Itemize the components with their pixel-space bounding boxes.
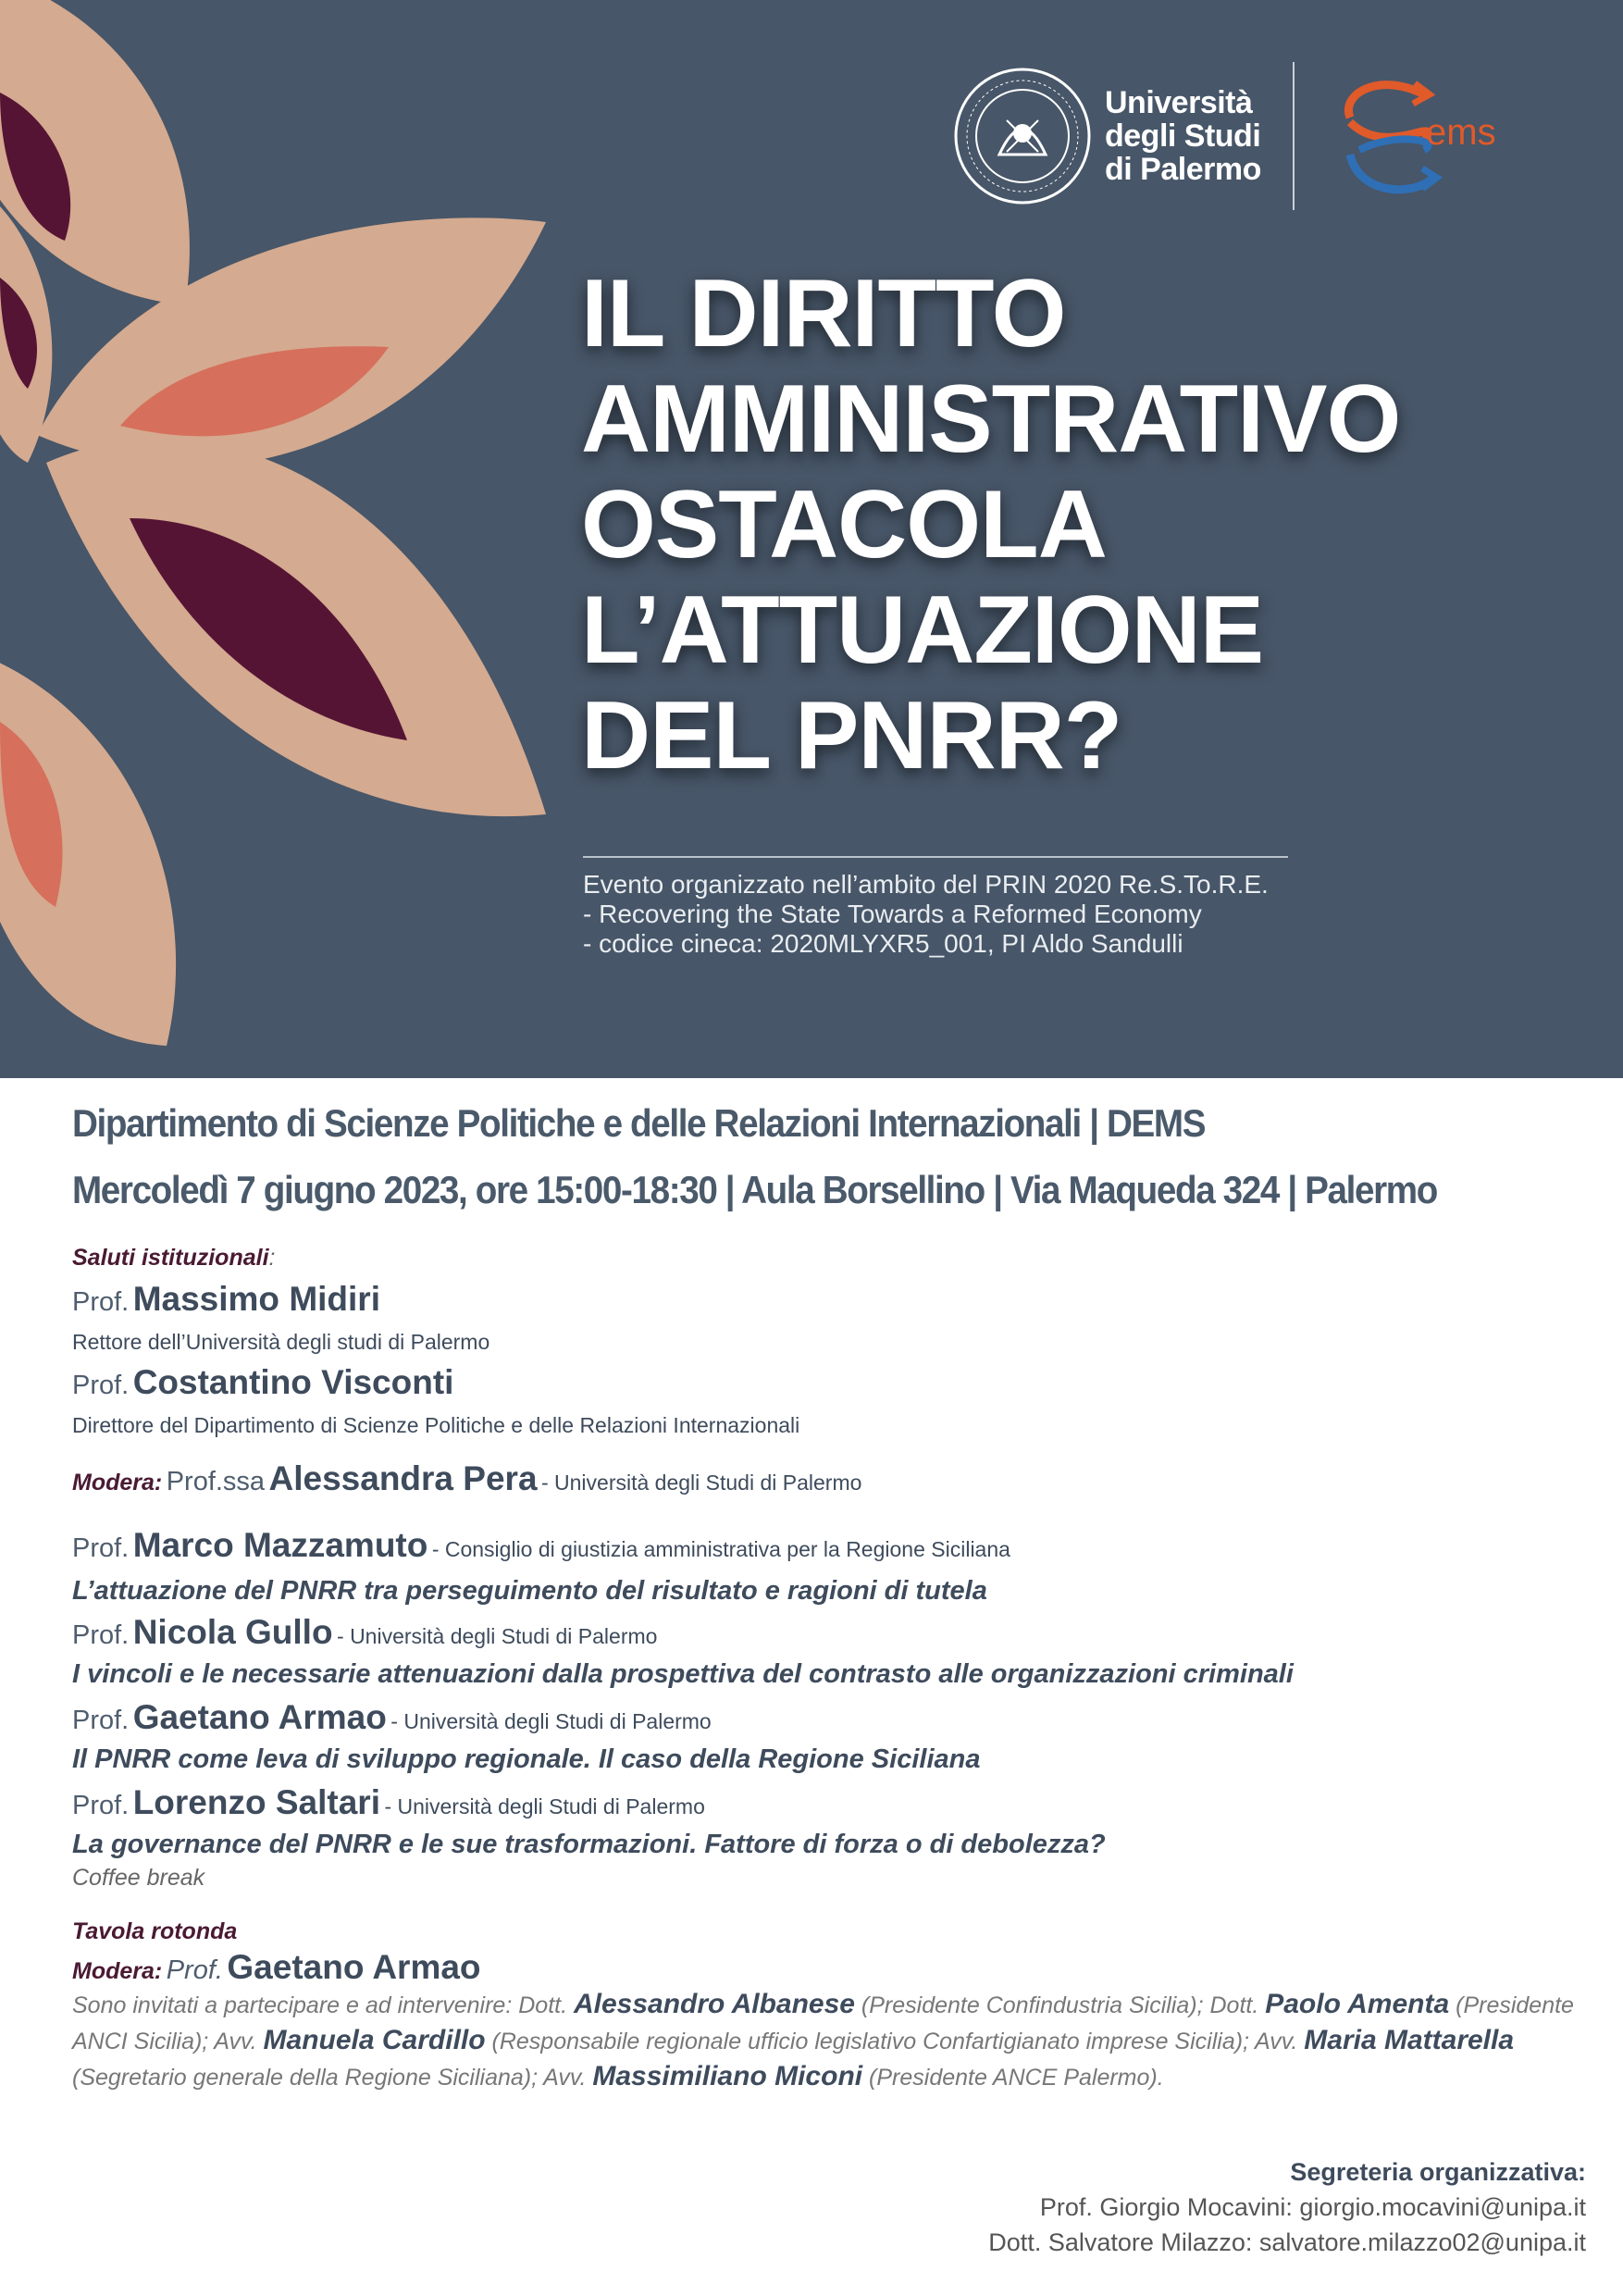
- invited-role: (Presidente ANCE Palermo).: [862, 2065, 1164, 2091]
- saluti-colon: :: [268, 1245, 276, 1271]
- university-name-line: Università: [1105, 85, 1253, 120]
- speaker-name: Costantino Visconti: [132, 1363, 454, 1401]
- university-name: [1105, 86, 1261, 186]
- invited-name: Manuela Cardillo: [263, 2025, 486, 2055]
- university-name-line: di Palermo: [1105, 152, 1261, 187]
- speaker-row: [72, 1526, 1010, 1565]
- invited-paragraph: [72, 1987, 1590, 2095]
- dems-logo-text: ems: [1425, 112, 1496, 153]
- title-line: L’ATTUAZIONE: [581, 577, 1264, 684]
- speaker-prefix: Prof.: [72, 1371, 130, 1400]
- talk-title: L’attuazione del PNRR tra perseguimento del risultato e ragioni di tutela: [72, 1576, 987, 1606]
- modera-label: Modera:: [72, 1958, 163, 1984]
- modera-label: Modera:: [72, 1470, 163, 1496]
- invited-title: Avv.: [1255, 2029, 1305, 2054]
- saluti-label: Saluti istituzionali: [72, 1245, 269, 1271]
- coffee-break: Coffee break: [72, 1865, 205, 1891]
- secretariat: [988, 2154, 1586, 2260]
- logo-bar: [953, 57, 1507, 215]
- speaker-name: Nicola Gullo: [132, 1613, 333, 1651]
- moderator-row: [72, 1459, 861, 1498]
- title-divider: [583, 856, 1288, 858]
- subtitle-line: - codice cineca: 2020MLYXR5_001, PI Aldo Sandulli: [583, 929, 1183, 958]
- moderator-prefix: Prof.ssa: [166, 1467, 266, 1496]
- subtitle-line: Evento organizzato nell’ambito del PRIN 2020 Re.S.To.R.E.: [583, 870, 1269, 899]
- invited-title: Avv.: [214, 2029, 264, 2054]
- speaker-name: Marco Mazzamuto: [132, 1526, 428, 1564]
- secretariat-heading: Segreteria organizzativa:: [1290, 2158, 1586, 2186]
- secretariat-contact: Dott. Salvatore Milazzo: salvatore.milazzo02@unipa.it: [988, 2228, 1586, 2256]
- talk-title: Il PNRR come leva di sviluppo regionale. Il caso della Regione Siciliana: [72, 1744, 981, 1774]
- talk-title: La governance del PNRR e le sue trasformazioni. Fattore di forza o di debolezza?: [72, 1830, 1106, 1859]
- saluti-speaker: [72, 1363, 453, 1402]
- speaker-role: Rettore dell’Università degli studi di Palermo: [72, 1330, 490, 1354]
- saluti-heading: [72, 1245, 275, 1272]
- moderator-name: Gaetano Armao: [227, 1948, 481, 1986]
- tavola-rotonda-label: Tavola rotonda: [72, 1918, 238, 1944]
- subtitle-line: - Recovering the State Towards a Reformed Economy: [583, 900, 1202, 928]
- invited-role: (Presidente ANCI Sicilia);: [72, 1992, 1574, 2054]
- speaker-row: [72, 1783, 705, 1822]
- title-line: IL DIRITTO: [581, 260, 1066, 367]
- speaker-affiliation: - Consiglio di giustizia amministrativa per la Regione Siciliana: [431, 1537, 1010, 1561]
- speaker-name: Gaetano Armao: [132, 1698, 387, 1736]
- invited-intro: Sono invitati a partecipare e ad intervenire:: [72, 1992, 519, 2018]
- invited-role: (Presidente Confindustria Sicilia);: [854, 1992, 1210, 2018]
- title-line: AMMINISTRATIVO: [581, 366, 1401, 473]
- moderator-name: Alessandra Pera: [268, 1459, 538, 1497]
- decorative-flower-pattern: [0, 0, 574, 1078]
- invited-name: Alessandro Albanese: [573, 1989, 855, 2019]
- speaker-prefix: Prof.: [72, 1706, 130, 1735]
- invited-title: Avv.: [543, 2065, 593, 2091]
- saluti-speaker: [72, 1280, 380, 1319]
- speaker-affiliation: - Università degli Studi di Palermo: [390, 1709, 712, 1733]
- dems-logo: [1322, 67, 1507, 205]
- speaker-prefix: Prof.: [72, 1533, 130, 1563]
- logo-divider: [1293, 62, 1295, 210]
- date-venue-line: Mercoledì 7 giugno 2023, ore 15:00-18:30 | Aula Borsellino | Via Maqueda 324 | Palermo: [72, 1168, 1437, 1211]
- invited-name: Paolo Amenta: [1265, 1989, 1450, 2019]
- secretariat-contact: Prof. Giorgio Mocavini: giorgio.mocavini@unipa.it: [1039, 2193, 1586, 2221]
- speaker-name: Lorenzo Saltari: [132, 1783, 380, 1821]
- speaker-row: [72, 1698, 712, 1737]
- invited-title: Dott.: [1209, 1992, 1266, 2018]
- university-seal-logo: [953, 67, 1092, 205]
- moderator-affiliation: - Università degli Studi di Palermo: [540, 1471, 862, 1495]
- event-subtitle: [583, 870, 1508, 959]
- header-banner: [0, 0, 1623, 1078]
- tavola-moderator-row: [72, 1948, 481, 1987]
- invited-role: (Responsabile regionale ufficio legislativo Confartigianato imprese Sicilia);: [485, 2029, 1256, 2054]
- speaker-prefix: Prof.: [72, 1620, 130, 1650]
- speaker-affiliation: - Università degli Studi di Palermo: [337, 1624, 658, 1648]
- speaker-row: [72, 1613, 657, 1652]
- invited-title: Dott.: [518, 1992, 574, 2018]
- speaker-role: Direttore del Dipartimento di Scienze Politiche e delle Relazioni Internazionali: [72, 1413, 800, 1437]
- speaker-name: Massimo Midiri: [132, 1280, 380, 1318]
- invited-name: Maria Mattarella: [1304, 2025, 1515, 2055]
- speaker-prefix: Prof.: [72, 1791, 130, 1820]
- moderator-prefix: Prof.: [166, 1955, 223, 1985]
- talk-title: I vincoli e le necessarie attenuazioni dalla prospettiva del contrasto alle organizzazioni criminali: [72, 1659, 1294, 1689]
- department-line: Dipartimento di Scienze Politiche e delle Relazioni Internazionali | DEMS: [72, 1101, 1206, 1145]
- university-name-line: degli Studi: [1105, 118, 1261, 154]
- speaker-prefix: Prof.: [72, 1287, 130, 1317]
- title-line: DEL PNRR?: [581, 682, 1122, 789]
- invited-role: (Segretario generale della Regione Siciliana);: [72, 2065, 544, 2091]
- event-title: [581, 261, 1599, 788]
- title-line: OSTACOLA: [581, 471, 1107, 578]
- speaker-affiliation: - Università degli Studi di Palermo: [384, 1794, 705, 1818]
- invited-name: Massimiliano Miconi: [592, 2061, 863, 2091]
